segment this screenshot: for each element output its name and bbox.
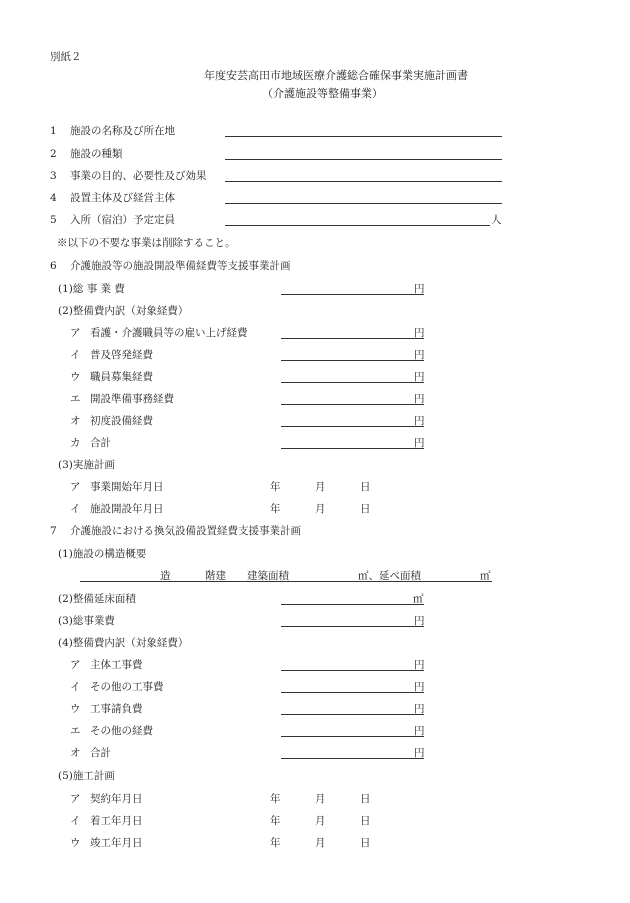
s7-breakdown-e-unit: 円 <box>414 725 425 737</box>
item-5-fill-line <box>225 225 490 226</box>
s6-breakdown-a-unit: 円 <box>414 327 425 339</box>
s7-plan-i-kana: イ <box>70 815 81 827</box>
s6-breakdown-a-kana: ア <box>70 327 81 339</box>
s7-breakdown-e-fill-line <box>281 736 424 737</box>
s7-plan-u-day: 日 <box>360 837 371 849</box>
s6-breakdown-o-unit: 円 <box>414 415 425 427</box>
s7-plan-i-label: 着工年月日 <box>90 815 143 827</box>
s7-structure-label: (1)施設の構造概要 <box>58 548 147 560</box>
s7-structure-sqm-unit: ㎡ <box>480 570 491 582</box>
s6-plan-i-label: 施設開設年月日 <box>90 503 164 515</box>
item-4-number: 4 <box>50 192 57 204</box>
s6-total-fill-line <box>281 294 424 295</box>
s6-breakdown-u-unit: 円 <box>414 371 425 383</box>
s7-breakdown-o-label: 合計 <box>90 747 111 759</box>
s6-breakdown-u-kana: ウ <box>70 371 81 383</box>
s6-breakdown-e-fill-line <box>281 404 424 405</box>
item-5-number: 5 <box>50 214 57 226</box>
item-4-fill-line <box>225 203 502 204</box>
s7-breakdown-label: (4)整備費内訳（対象経費） <box>58 637 189 649</box>
s7-total-unit: 円 <box>414 615 425 627</box>
s6-breakdown-label: (2)整備費内訳（対象経費） <box>58 305 189 317</box>
s6-plan-i-kana: イ <box>70 503 81 515</box>
item-3-fill-line <box>225 181 502 182</box>
s6-breakdown-i-unit: 円 <box>414 349 425 361</box>
item-3-label: 事業の目的、必要性及び効果 <box>70 170 207 182</box>
s6-breakdown-i-kana: イ <box>70 349 81 361</box>
s6-breakdown-o-kana: オ <box>70 415 81 427</box>
s6-plan-i-day: 日 <box>360 503 371 515</box>
s7-plan-u-year: 年 <box>270 837 281 849</box>
s7-plan-a-day: 日 <box>360 793 371 805</box>
section-6-title: 介護施設等の施設開設準備経費等支援事業計画 <box>70 260 291 272</box>
s7-breakdown-a-kana: ア <box>70 659 81 671</box>
s7-breakdown-i-label: その他の工事費 <box>90 681 164 693</box>
s7-structure-total-area: ㎡、延べ面積 <box>358 570 421 582</box>
s7-structure-kaidate: 階建 <box>205 570 226 582</box>
s7-plan-a-year: 年 <box>270 793 281 805</box>
item-2-label: 施設の種類 <box>70 148 123 160</box>
s7-breakdown-u-kana: ウ <box>70 703 81 715</box>
s7-breakdown-i-fill-line <box>281 692 424 693</box>
s6-breakdown-u-label: 職員募集経費 <box>90 371 153 383</box>
s6-breakdown-o-label: 初度設備経費 <box>90 415 153 427</box>
s7-breakdown-u-label: 工事請負費 <box>90 703 143 715</box>
s7-breakdown-u-unit: 円 <box>414 703 425 715</box>
item-3-number: 3 <box>50 170 57 182</box>
s7-breakdown-o-unit: 円 <box>414 747 425 759</box>
s6-total-unit: 円 <box>414 283 425 295</box>
item-1-fill-line <box>225 136 502 137</box>
s6-breakdown-ka-fill-line <box>281 448 424 449</box>
s7-plan-a-month: 月 <box>315 793 326 805</box>
s7-floor-area-fill-line <box>281 604 424 605</box>
s7-plan-i-year: 年 <box>270 815 281 827</box>
s6-plan-i-month: 月 <box>315 503 326 515</box>
s7-breakdown-u-fill-line <box>281 714 424 715</box>
s7-plan-i-day: 日 <box>360 815 371 827</box>
s7-total-fill-line <box>281 626 424 627</box>
s6-breakdown-o-fill-line <box>281 426 424 427</box>
item-1-label: 施設の名称及び所在地 <box>70 125 175 137</box>
s7-total-label: (3)総事業費 <box>58 615 115 627</box>
s6-plan-a-month: 月 <box>315 481 326 493</box>
deletion-note: ※以下の不要な事業は削除すること。 <box>57 237 236 249</box>
s7-plan-a-kana: ア <box>70 793 81 805</box>
s7-breakdown-e-label: その他の経費 <box>90 725 153 737</box>
section-7-number: 7 <box>50 525 57 537</box>
s6-breakdown-e-unit: 円 <box>414 393 425 405</box>
s6-breakdown-e-label: 開設準備事務経費 <box>90 393 174 405</box>
s6-total-label: (1)総 事 業 費 <box>58 283 125 295</box>
s6-plan-label: (3)実施計画 <box>58 459 115 471</box>
s6-breakdown-e-kana: エ <box>70 393 81 405</box>
doc-title: 年度安芸高田市地域医療介護総合確保事業実施計画書 <box>204 69 468 82</box>
s7-breakdown-a-label: 主体工事費 <box>90 659 143 671</box>
s7-breakdown-o-kana: オ <box>70 747 81 759</box>
s7-breakdown-o-fill-line <box>281 758 424 759</box>
item-2-number: 2 <box>50 148 57 160</box>
s6-breakdown-i-fill-line <box>281 360 424 361</box>
item-5-unit: 人 <box>491 214 502 226</box>
s6-breakdown-i-label: 普及啓発経費 <box>90 349 153 361</box>
s7-plan-u-month: 月 <box>315 837 326 849</box>
s6-plan-a-label: 事業開始年月日 <box>90 481 164 493</box>
s7-breakdown-a-fill-line <box>281 670 424 671</box>
s6-plan-i-year: 年 <box>270 503 281 515</box>
item-4-label: 設置主体及び経営主体 <box>70 192 175 204</box>
item-5-label: 入所（宿泊）予定定員 <box>70 214 175 226</box>
item-1-number: 1 <box>50 125 57 137</box>
s7-breakdown-a-unit: 円 <box>414 659 425 671</box>
s6-breakdown-a-label: 看護・介護職員等の雇い上げ経費 <box>90 327 248 339</box>
s6-plan-a-day: 日 <box>360 481 371 493</box>
doc-label: 別紙２ <box>50 51 82 63</box>
section-7-title: 介護施設における換気設備設置経費支援事業計画 <box>70 525 301 537</box>
s6-plan-a-kana: ア <box>70 481 81 493</box>
doc-subtitle: （介護施設等整備事業） <box>262 87 383 100</box>
s7-plan-label: (5)施工計画 <box>58 770 115 782</box>
s7-plan-u-kana: ウ <box>70 837 81 849</box>
s7-plan-a-label: 契約年月日 <box>90 793 143 805</box>
s7-breakdown-e-kana: エ <box>70 725 81 737</box>
s7-breakdown-i-unit: 円 <box>414 681 425 693</box>
s7-floor-area-unit: ㎡ <box>413 593 424 605</box>
s6-plan-a-year: 年 <box>270 481 281 493</box>
s7-breakdown-i-kana: イ <box>70 681 81 693</box>
s6-breakdown-ka-unit: 円 <box>414 437 425 449</box>
section-6-number: 6 <box>50 260 57 272</box>
s6-breakdown-ka-kana: カ <box>70 437 81 449</box>
item-2-fill-line <box>225 159 502 160</box>
s7-plan-u-label: 竣工年月日 <box>90 837 143 849</box>
s6-breakdown-ka-label: 合計 <box>90 437 111 449</box>
s7-plan-i-month: 月 <box>315 815 326 827</box>
s7-structure-building-area: 建築面積 <box>247 570 289 582</box>
s6-breakdown-a-fill-line <box>281 338 424 339</box>
s6-breakdown-u-fill-line <box>281 382 424 383</box>
s7-floor-area-label: (2)整備延床面積 <box>58 593 136 605</box>
s7-structure-zo: 造 <box>160 570 171 582</box>
